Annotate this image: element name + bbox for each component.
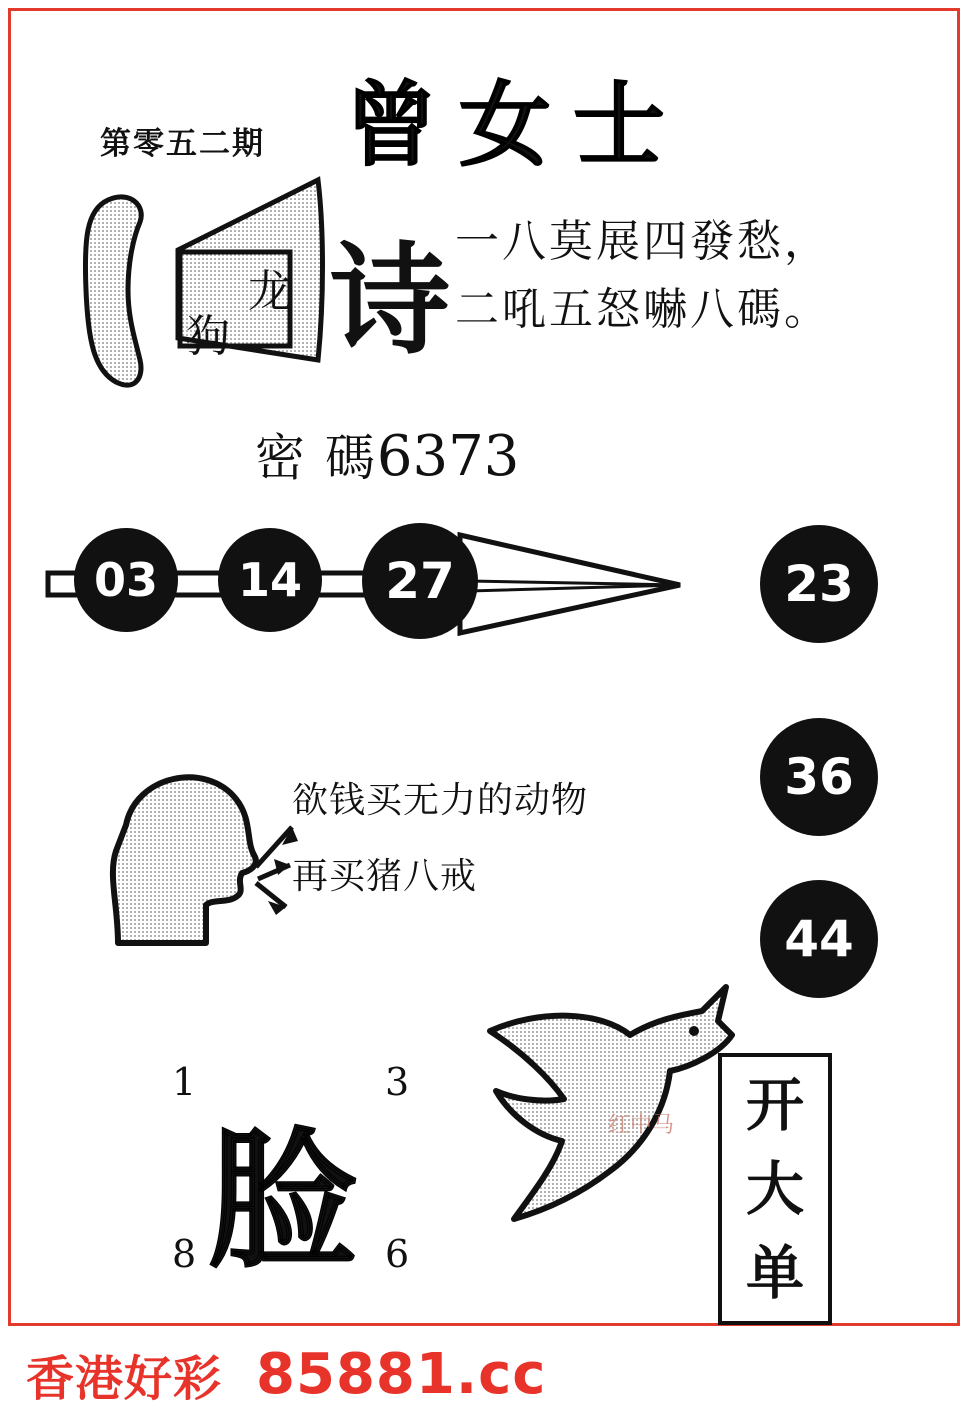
corner-digit: 8 — [172, 1232, 197, 1276]
vertical-char: 单 — [745, 1239, 804, 1307]
poem-line-1: 一八莫展四發愁， — [455, 216, 831, 267]
corner-digit: 6 — [385, 1232, 410, 1276]
issue-label: 第零五二期 — [100, 126, 265, 162]
corner-digit: 1 — [172, 1060, 197, 1104]
number-ball: 03 — [74, 528, 178, 632]
number-ball: 14 — [218, 528, 322, 632]
footer-bar — [0, 1338, 976, 1410]
center-big-char: 脸 — [208, 1113, 359, 1289]
poem-title-char: 诗 — [330, 230, 450, 371]
zodiac-char-2: 狗 — [186, 311, 230, 362]
number-ball: 44 — [760, 880, 878, 998]
hint-line-2: 再买猪八戒 — [292, 856, 478, 897]
footer-site-name: 香港好彩 — [26, 1350, 223, 1407]
secret-code — [255, 418, 519, 490]
footer-url[interactable]: 85881.cc — [256, 1341, 547, 1407]
secret-code-value: 6373 — [376, 424, 520, 489]
zodiac-char-1: 龙 — [248, 266, 292, 317]
secret-code-label: 密 碼 — [255, 429, 377, 487]
number-ball: 27 — [362, 523, 478, 639]
vertical-char: 开 — [745, 1071, 804, 1139]
hint-line-1: 欲钱买无力的动物 — [292, 780, 589, 821]
number-ball: 36 — [760, 718, 878, 836]
vertical-char-box — [718, 1053, 832, 1325]
brand-title: 曾女士 — [345, 71, 688, 179]
corner-digit: 3 — [385, 1060, 410, 1104]
bird-watermark: 红中马 — [608, 1113, 675, 1138]
number-ball: 23 — [760, 525, 878, 643]
vertical-char: 大 — [745, 1155, 804, 1223]
poem-text — [455, 208, 935, 344]
poem-line-2: 二吼五怒嚇八碼。 — [455, 284, 831, 336]
